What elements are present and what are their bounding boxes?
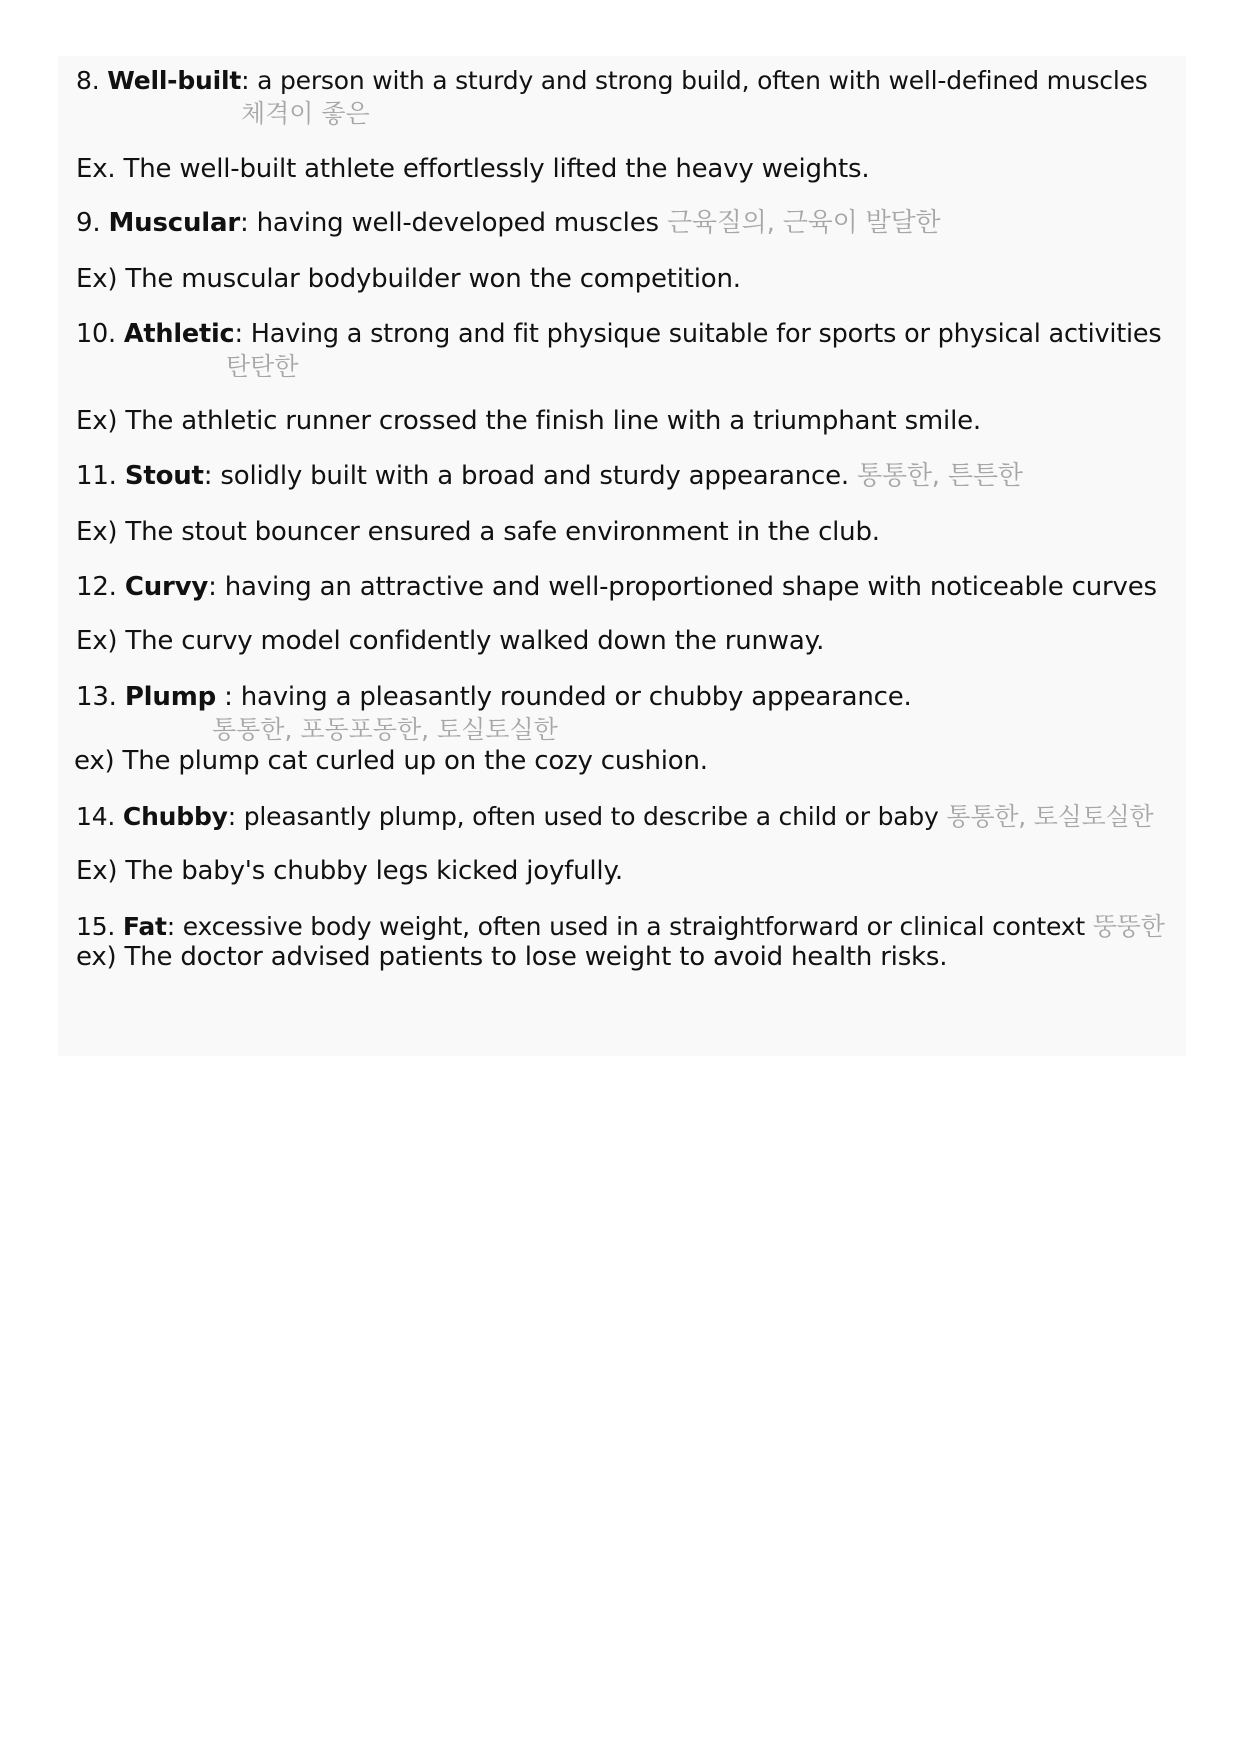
entry-number: 10. xyxy=(76,319,116,349)
entry-8-example: Ex. The well-built athlete effortlessly lifted the heavy weights. xyxy=(76,154,870,184)
entry-14-example: Ex) The baby's chubby legs kicked joyfully. xyxy=(76,856,623,886)
entry-10-definition xyxy=(76,317,1162,351)
entry-11-example: Ex) The stout bouncer ensured a safe environment in the club. xyxy=(76,517,880,547)
entry-8-definition xyxy=(76,64,1148,98)
entry-10-korean: 탄탄한 xyxy=(226,352,299,381)
entry-15-definition xyxy=(76,910,1165,944)
entry-korean: 통통한, 토실토실한 xyxy=(946,802,1154,831)
entry-term: Muscular xyxy=(108,208,240,238)
entry-definition: : having well-developed muscles xyxy=(239,208,659,238)
entry-definition: : having an attractive and well-proportioned shape with noticeable curves xyxy=(208,572,1157,602)
entry-12-example: Ex) The curvy model confidently walked down the runway. xyxy=(76,626,825,656)
entry-definition: : excessive body weight, often used in a straightforward or clinical context xyxy=(166,912,1085,941)
entry-term: Chubby xyxy=(122,802,228,831)
entry-term: Well-built xyxy=(107,66,242,95)
entry-number: 14. xyxy=(76,802,116,831)
entry-number: 8. xyxy=(76,66,100,95)
entry-definition: : Having a strong and fit physique suitable for sports or physical activities xyxy=(234,319,1162,349)
entry-9-definition xyxy=(76,206,940,240)
entry-14-definition xyxy=(76,800,1154,834)
entry-15-example: ex) The doctor advised patients to lose weight to avoid health risks. xyxy=(76,942,948,972)
entry-9-example: Ex) The muscular bodybuilder won the competition. xyxy=(76,264,741,294)
entry-number: 11. xyxy=(76,461,117,491)
entry-8-korean: 체격이 좋은 xyxy=(241,99,370,128)
entry-term: Plump xyxy=(124,682,217,712)
entry-term: Athletic xyxy=(123,319,235,349)
entry-13-example: ex) The plump cat curled up on the cozy cushion. xyxy=(74,746,708,776)
entry-11-definition xyxy=(76,459,1023,493)
entry-10-example: Ex) The athletic runner crossed the finish line with a triumphant smile. xyxy=(76,406,981,436)
vocabulary-panel xyxy=(58,56,1186,1056)
entry-number: 13. xyxy=(76,682,117,712)
entry-definition: : a person with a sturdy and strong build, often with well-defined muscles xyxy=(241,66,1148,95)
entry-12-definition xyxy=(76,570,1157,604)
entry-number: 9. xyxy=(76,208,101,238)
entry-term: Fat xyxy=(122,912,167,941)
entry-definition: : pleasantly plump, often used to describe a child or baby xyxy=(227,802,939,831)
entry-13-definition xyxy=(76,680,912,714)
entry-definition: : solidly built with a broad and sturdy appearance. xyxy=(203,461,849,491)
entry-number: 12. xyxy=(76,572,117,602)
entry-number: 15. xyxy=(76,912,116,941)
entry-korean: 뚱뚱한 xyxy=(1092,912,1165,941)
entry-definition: : having a pleasantly rounded or chubby appearance. xyxy=(216,682,912,712)
entry-term: Stout xyxy=(124,461,204,491)
entry-korean: 근육질의, 근육이 발달한 xyxy=(666,208,941,238)
entry-13-korean: 통통한, 포동포동한, 토실토실한 xyxy=(212,715,558,744)
entry-term: Curvy xyxy=(124,572,209,602)
entry-korean: 통통한, 튼튼한 xyxy=(857,461,1023,491)
